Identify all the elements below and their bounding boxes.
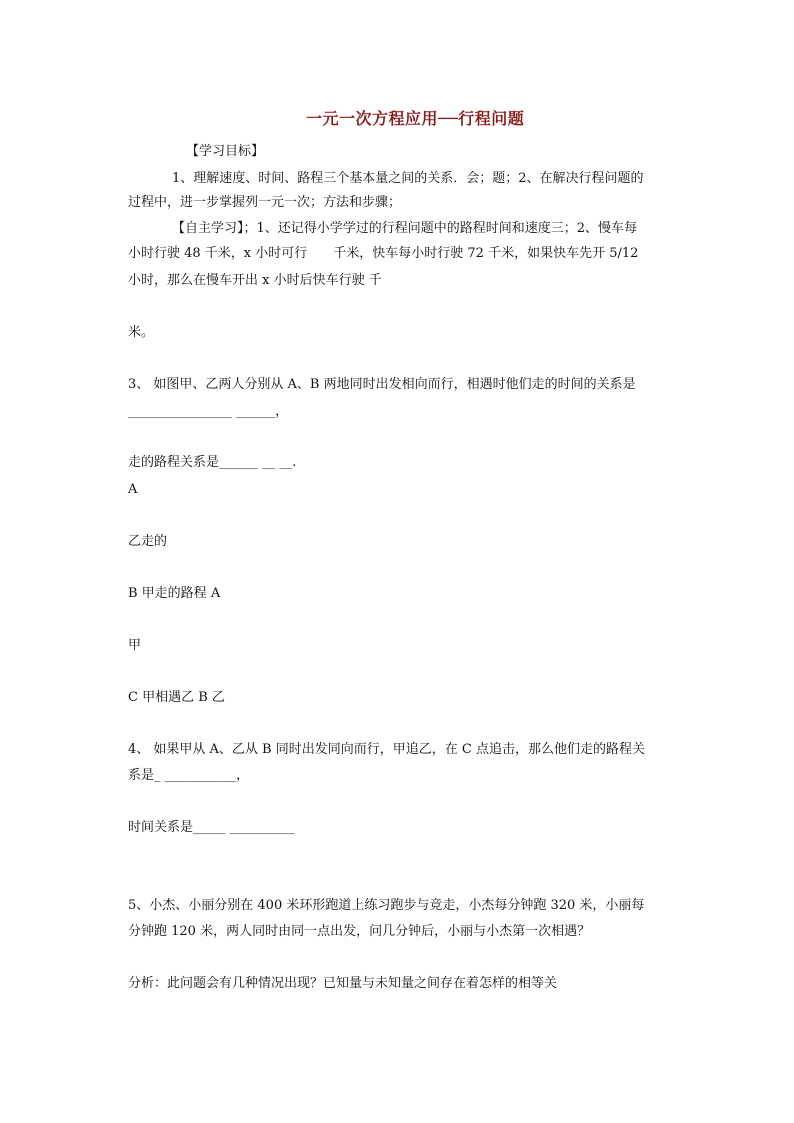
text-line: 1、理解速度、时间、路程三个基本量之间的关系．会；题；2、在解决行程问题的 <box>172 171 644 186</box>
learning-goal-heading: 【学习目标】 <box>186 144 265 159</box>
self-study-line: 【自主学习】；1、还记得小学学过的行程问题中的路程时间和速度三；2、慢车每 <box>172 221 638 236</box>
answer-blank: 走的路程关系是______ __ __. <box>128 455 297 470</box>
diagram-label: C 甲相遇乙 B 乙 <box>128 690 225 705</box>
analysis-line: 分析：此问题会有几种情况出现？已知量与未知量之间存在着怎样的相等关 <box>128 976 558 991</box>
diagram-label: B 甲走的路程 A <box>128 586 221 601</box>
diagram-label: 甲 <box>128 638 142 653</box>
question-4: 4、 如果甲从 A、乙从 B 同时出发同向而行，甲追乙，在 C 点追击，那么他们走的路程关 <box>128 742 645 757</box>
diagram-label: A <box>128 482 138 497</box>
answer-blank: 时间关系是_____ __________ <box>128 820 295 835</box>
question-5: 5、小杰、小丽分别在 400 米环形跑道上练习跑步与竞走，小杰每分钟跑 320 米，小丽每 <box>128 898 645 913</box>
text-line: 分钟跑 120 米，两人同时由同一点出发，问几分钟后，小丽与小杰第一次相遇？ <box>128 924 591 939</box>
text-line: 小时，那么在慢车开出 x 小时后快车行驶 千 <box>128 273 382 288</box>
question-3: 3、 如图甲、乙两人分别从 A、B 两地同时出发相向而行，相遇时他们走的时间的关系是 <box>128 377 636 392</box>
text-line: 小时行驶 48 千米，x 小时可行 千米，快车每小时行驶 72 千米，如果快车先开 5/12 <box>128 246 639 261</box>
answer-blank: 系是_ ___________， <box>128 768 250 783</box>
answer-blank: ________________ ______， <box>128 404 289 419</box>
diagram-label: 乙走的 <box>128 534 168 549</box>
page-title: 一元一次方程应用──行程问题 <box>306 109 525 128</box>
text-line: 过程中，进一步掌握列一元一次；方法和步骤； <box>128 195 402 210</box>
text-line: 米。 <box>128 325 155 340</box>
